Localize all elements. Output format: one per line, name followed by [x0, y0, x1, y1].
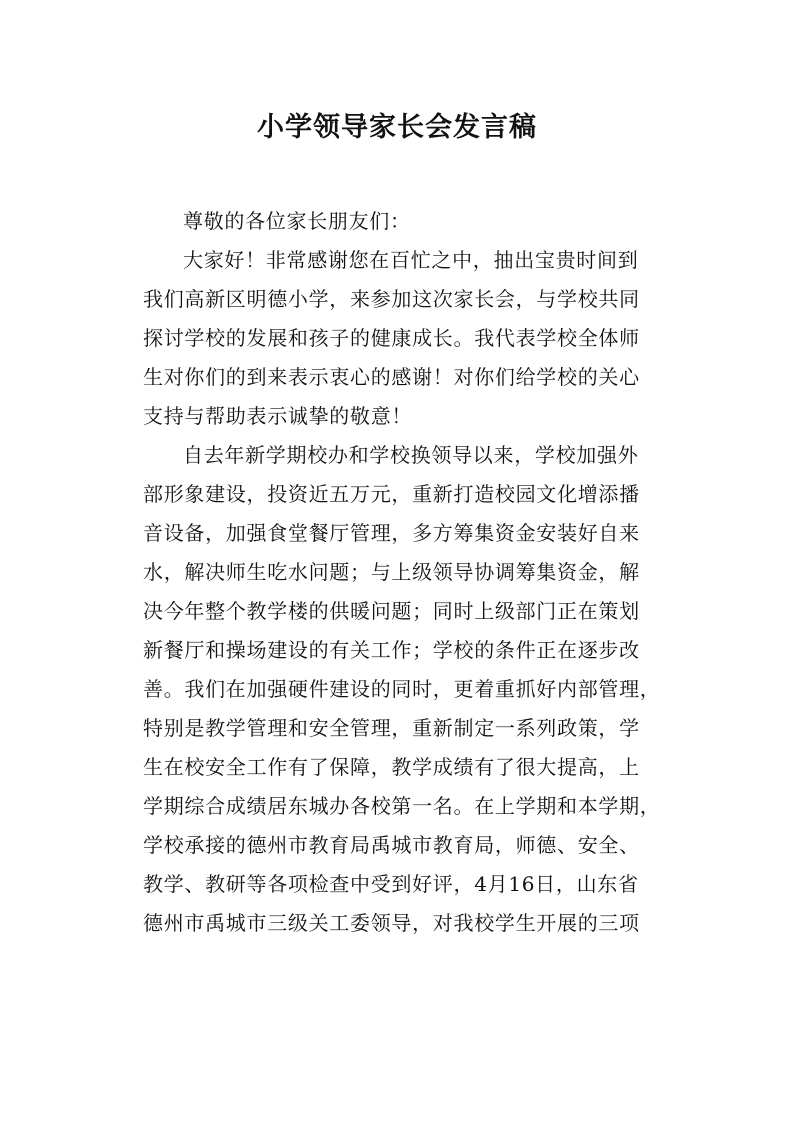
paragraph-line: 生在校安全工作有了保障，教学成绩有了很大提高，上: [143, 755, 640, 779]
paragraph-line: 学期综合成绩居东城办各校第一名。在上学期和本学期，: [143, 794, 661, 818]
paragraph-line: 部形象建设，投资近五万元，重新打造校园文化增添播: [143, 482, 640, 506]
paragraph-line: 新餐厅和操场建设的有关工作；学校的条件正在逐步改: [143, 638, 640, 662]
paragraph-line: 决今年整个教学楼的供暖问题；同时上级部门正在策划: [143, 599, 640, 623]
paragraph-line: 大家好！非常感谢您在百忙之中，抽出宝贵时间到: [183, 248, 639, 272]
paragraph-line: 自去年新学期校办和学校换领导以来，学校加强外: [183, 443, 639, 467]
paragraph-line: 生对你们的到来表示衷心的感谢！对你们给学校的关心: [143, 365, 640, 389]
paragraph-line: 特别是教学管理和安全管理，重新制定一系列政策，学: [143, 716, 640, 740]
document-title: 小学领导家长会发言稿: [257, 112, 537, 143]
paragraph-line: 我们高新区明德小学，来参加这次家长会，与学校共同: [143, 287, 640, 311]
paragraph-line: 音设备，加强食堂餐厅管理，多方筹集资金安装好自来: [143, 521, 640, 545]
paragraph-line: 德州市禹城市三级关工委领导，对我校学生开展的三项: [143, 911, 640, 935]
paragraph-1: [143, 241, 663, 436]
paragraph-line: 善。我们在加强硬件建设的同时，更着重抓好内部管理，: [143, 677, 661, 701]
paragraph-line: 支持与帮助表示诚挚的敬意！: [143, 404, 413, 428]
salutation: 尊敬的各位家长朋友们：: [183, 209, 411, 233]
paragraph-line: 教学、教研等各项检查中受到好评，4月16日，山东省: [143, 872, 639, 896]
paragraph-2: [143, 436, 663, 943]
paragraph-line: 水，解决师生吃水问题；与上级领导协调筹集资金，解: [143, 560, 640, 584]
paragraph-line: 探讨学校的发展和孩子的健康成长。我代表学校全体师: [143, 326, 640, 350]
paragraph-line: 学校承接的德州市教育局禹城市教育局，师德、安全、: [143, 833, 640, 857]
document-body: [143, 202, 663, 943]
